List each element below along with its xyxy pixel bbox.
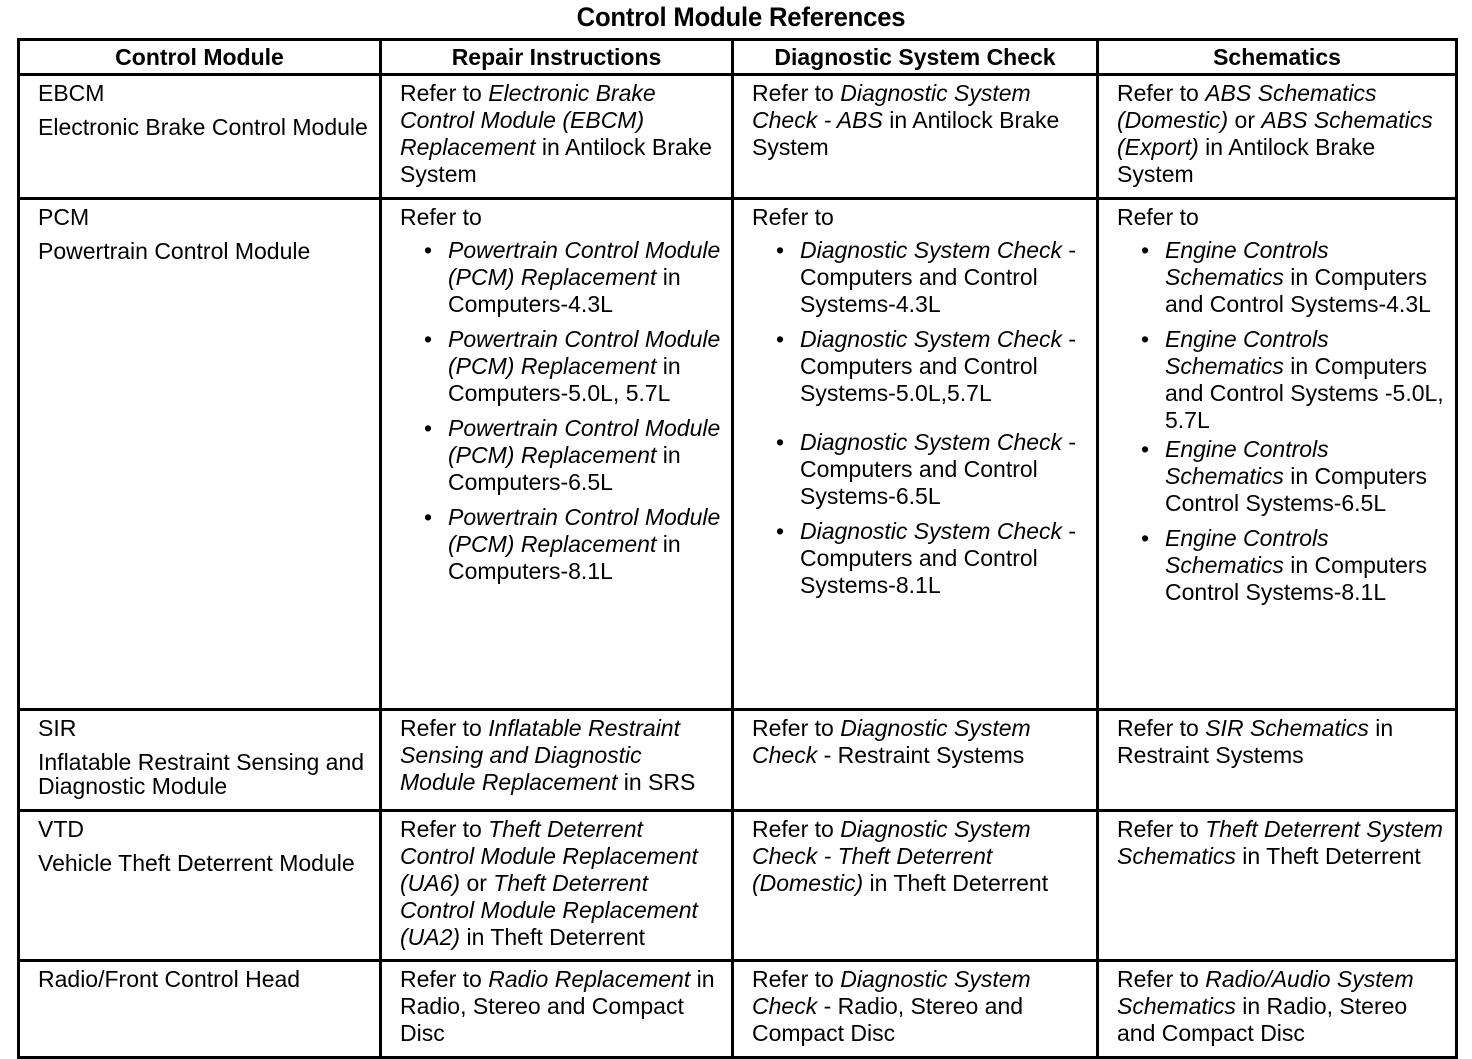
module-abbreviation: SIR bbox=[38, 715, 77, 741]
list-item bbox=[776, 237, 1088, 318]
module-abbreviation: EBCM bbox=[38, 80, 105, 106]
cell-schematics bbox=[1098, 811, 1457, 961]
cell-schematics bbox=[1098, 710, 1457, 811]
text-segment: in Radio, Stereo and Compact Disc bbox=[1117, 993, 1408, 1046]
refer-to-label: Refer to bbox=[1117, 204, 1199, 230]
text-segment: Refer to bbox=[1117, 80, 1206, 106]
reference-link-text: Engine Controls Schematics bbox=[1165, 237, 1329, 290]
reference-link-text: Diagnostic System Check - ABS bbox=[752, 80, 1031, 133]
reference-link-text: Diagnostic System Check bbox=[800, 518, 1063, 544]
cell-schematics bbox=[1098, 961, 1457, 1058]
text-segment: - Restraint Systems bbox=[817, 742, 1025, 768]
cell-repair-instructions bbox=[381, 75, 733, 199]
list-item bbox=[424, 326, 723, 407]
text-segment: in Computers Control Systems-6.5L bbox=[1165, 463, 1428, 516]
text-segment: Refer to bbox=[400, 715, 489, 741]
reference-link-text: ABS Schematics (Domestic) bbox=[1117, 80, 1377, 133]
module-abbreviation: PCM bbox=[38, 204, 90, 230]
reference-link-text: Powertrain Control Module (PCM) Replacement bbox=[448, 237, 721, 290]
bullet-icon: • bbox=[776, 429, 785, 455]
text-segment: in SRS bbox=[617, 769, 696, 795]
text-segment: in Theft Deterrent bbox=[1235, 843, 1421, 869]
text-segment: in Computers-5.0L, 5.7L bbox=[448, 353, 681, 406]
text-segment: Refer to bbox=[752, 966, 841, 992]
cell-repair-instructions bbox=[381, 811, 733, 961]
text-segment: - Computers and Control Systems-8.1L bbox=[800, 518, 1077, 598]
reference-link-text: Radio/Audio System Schematics bbox=[1117, 966, 1414, 1019]
text-segment: - Radio, Stereo and Compact Disc bbox=[752, 993, 1024, 1046]
cell-schematics bbox=[1098, 199, 1457, 710]
header-diagnostic-system-check: Diagnostic System Check bbox=[733, 40, 1098, 75]
table-row-vtd bbox=[19, 811, 1457, 961]
text-segment: Refer to bbox=[752, 715, 841, 741]
reference-link-text: Engine Controls Schematics bbox=[1165, 525, 1329, 578]
module-full-name: Vehicle Theft Deterrent Module bbox=[38, 850, 355, 876]
table-row-radio bbox=[19, 961, 1457, 1058]
text-segment: in Computers-8.1L bbox=[448, 531, 681, 584]
reference-link-text: Engine Controls Schematics bbox=[1165, 436, 1329, 489]
table-row-ebcm bbox=[19, 75, 1457, 199]
bullet-icon: • bbox=[424, 415, 433, 441]
text-segment: in Antilock Brake System bbox=[400, 134, 712, 187]
bullet-list bbox=[400, 237, 723, 585]
header-row bbox=[19, 40, 1457, 75]
reference-link-text: Diagnostic System Check bbox=[800, 326, 1063, 352]
bullet-icon: • bbox=[776, 237, 785, 263]
text-segment: or bbox=[460, 870, 494, 896]
header-schematics: Schematics bbox=[1098, 40, 1457, 75]
reference-link-text: Powertrain Control Module (PCM) Replacement bbox=[448, 415, 721, 468]
text-segment: in Theft Deterrent bbox=[460, 924, 646, 950]
cell-diagnostic-system-check bbox=[733, 961, 1098, 1058]
list-item bbox=[1141, 525, 1447, 606]
reference-link-text: Powertrain Control Module (PCM) Replacement bbox=[448, 326, 721, 379]
text-segment: in Radio, Stereo and Compact Disc bbox=[400, 966, 715, 1046]
text-segment: in Computers Control Systems-8.1L bbox=[1165, 552, 1428, 605]
reference-link-text: Diagnostic System Check bbox=[752, 966, 1031, 1019]
reference-link-text: Theft Deterrent Control Module Replacement (UA6) bbox=[400, 816, 698, 896]
reference-link-text: Theft Deterrent Control Module Replacement (UA2) bbox=[400, 870, 698, 950]
cell-module bbox=[19, 710, 381, 811]
cell-diagnostic-system-check bbox=[733, 75, 1098, 199]
bullet-icon: • bbox=[776, 326, 785, 352]
module-full-name: Electronic Brake Control Module bbox=[38, 114, 368, 140]
reference-link-text: Powertrain Control Module (PCM) Replacement bbox=[448, 504, 721, 557]
refer-to-label: Refer to bbox=[400, 204, 482, 230]
cell-diagnostic-system-check bbox=[733, 199, 1098, 710]
text-segment: Refer to bbox=[752, 816, 841, 842]
list-item bbox=[776, 518, 1088, 599]
cell-module bbox=[19, 199, 381, 710]
cell-diagnostic-system-check bbox=[733, 811, 1098, 961]
reference-link-text: ABS Schematics (Export) bbox=[1117, 107, 1433, 160]
cell-repair-instructions bbox=[381, 961, 733, 1058]
text-segment: in Antilock Brake System bbox=[1117, 134, 1376, 187]
reference-link-text: Theft Deterrent System Schematics bbox=[1117, 816, 1443, 869]
table-row-pcm bbox=[19, 199, 1457, 710]
header-control-module: Control Module bbox=[19, 40, 381, 75]
refer-to-label: Refer to bbox=[752, 204, 834, 230]
text-segment: or bbox=[1228, 107, 1262, 133]
module-abbreviation: VTD bbox=[38, 816, 84, 842]
text-segment: Refer to bbox=[1117, 715, 1206, 741]
cell-module bbox=[19, 961, 381, 1058]
bullet-list bbox=[1117, 237, 1447, 606]
table-row-sir bbox=[19, 710, 1457, 811]
cell-diagnostic-system-check bbox=[733, 710, 1098, 811]
text-segment: Refer to bbox=[752, 80, 841, 106]
text-segment: in Theft Deterrent bbox=[863, 870, 1049, 896]
module-full-name: Powertrain Control Module bbox=[38, 238, 311, 264]
text-segment: in Restraint Systems bbox=[1117, 715, 1394, 768]
text-segment: in Computers-6.5L bbox=[448, 442, 681, 495]
page-title: Control Module References bbox=[576, 2, 906, 32]
text-segment: Refer to bbox=[400, 966, 489, 992]
list-item bbox=[424, 415, 723, 496]
text-segment: in Computers-4.3L bbox=[448, 264, 681, 317]
reference-link-text: Diagnostic System Check bbox=[800, 237, 1063, 263]
list-item bbox=[424, 237, 723, 318]
list-item bbox=[424, 504, 723, 585]
text-segment: in Computers and Control Systems-4.3L bbox=[1165, 264, 1431, 317]
reference-link-text: Electronic Brake Control Module (EBCM) Replacement bbox=[400, 80, 656, 160]
text-segment: - Computers and Control Systems-5.0L,5.7L bbox=[800, 326, 1077, 406]
text-segment: in Antilock Brake System bbox=[752, 107, 1060, 160]
text-segment: Refer to bbox=[400, 80, 489, 106]
text-segment: - Computers and Control Systems-4.3L bbox=[800, 237, 1077, 317]
reference-link-text: SIR Schematics bbox=[1205, 715, 1369, 741]
reference-link-text: Radio Replacement bbox=[488, 966, 691, 992]
list-item bbox=[1141, 436, 1447, 517]
text-segment: Refer to bbox=[1117, 816, 1206, 842]
cell-repair-instructions bbox=[381, 199, 733, 710]
bullet-icon: • bbox=[776, 518, 785, 544]
reference-link-text: Diagnostic System Check bbox=[752, 715, 1031, 768]
cell-schematics bbox=[1098, 75, 1457, 199]
cell-repair-instructions bbox=[381, 710, 733, 811]
header-repair-instructions: Repair Instructions bbox=[381, 40, 733, 75]
reference-link-text: Diagnostic System Check - Theft Deterrent (Domestic) bbox=[752, 816, 1031, 896]
module-abbreviation: Radio/Front Control Head bbox=[38, 966, 301, 992]
bullet-list bbox=[752, 237, 1088, 599]
cell-module bbox=[19, 75, 381, 199]
text-segment: Refer to bbox=[400, 816, 489, 842]
reference-link-text: Inflatable Restraint Sensing and Diagnostic Module Replacement bbox=[400, 715, 680, 795]
bullet-icon: • bbox=[424, 504, 433, 530]
cell-module bbox=[19, 811, 381, 961]
bullet-icon: • bbox=[424, 326, 433, 352]
text-segment: Refer to bbox=[1117, 966, 1206, 992]
control-module-references-table bbox=[17, 38, 1458, 1059]
text-segment: - Computers and Control Systems-6.5L bbox=[800, 429, 1077, 509]
list-item bbox=[776, 429, 1088, 510]
bullet-icon: • bbox=[424, 237, 433, 263]
module-full-name: Inflatable Restraint Sensing and Diagnostic Module bbox=[38, 749, 365, 799]
bullet-icon: • bbox=[1141, 525, 1150, 551]
list-item bbox=[1141, 237, 1447, 318]
bullet-icon: • bbox=[1141, 326, 1150, 352]
list-item bbox=[776, 326, 1088, 407]
list-item bbox=[1141, 326, 1447, 434]
reference-link-text: Engine Controls Schematics bbox=[1165, 326, 1329, 379]
bullet-icon: • bbox=[1141, 436, 1150, 462]
bullet-icon: • bbox=[1141, 237, 1150, 263]
reference-link-text: Diagnostic System Check bbox=[800, 429, 1063, 455]
text-segment: in Computers and Control Systems -5.0L, 5.7L bbox=[1165, 353, 1444, 433]
